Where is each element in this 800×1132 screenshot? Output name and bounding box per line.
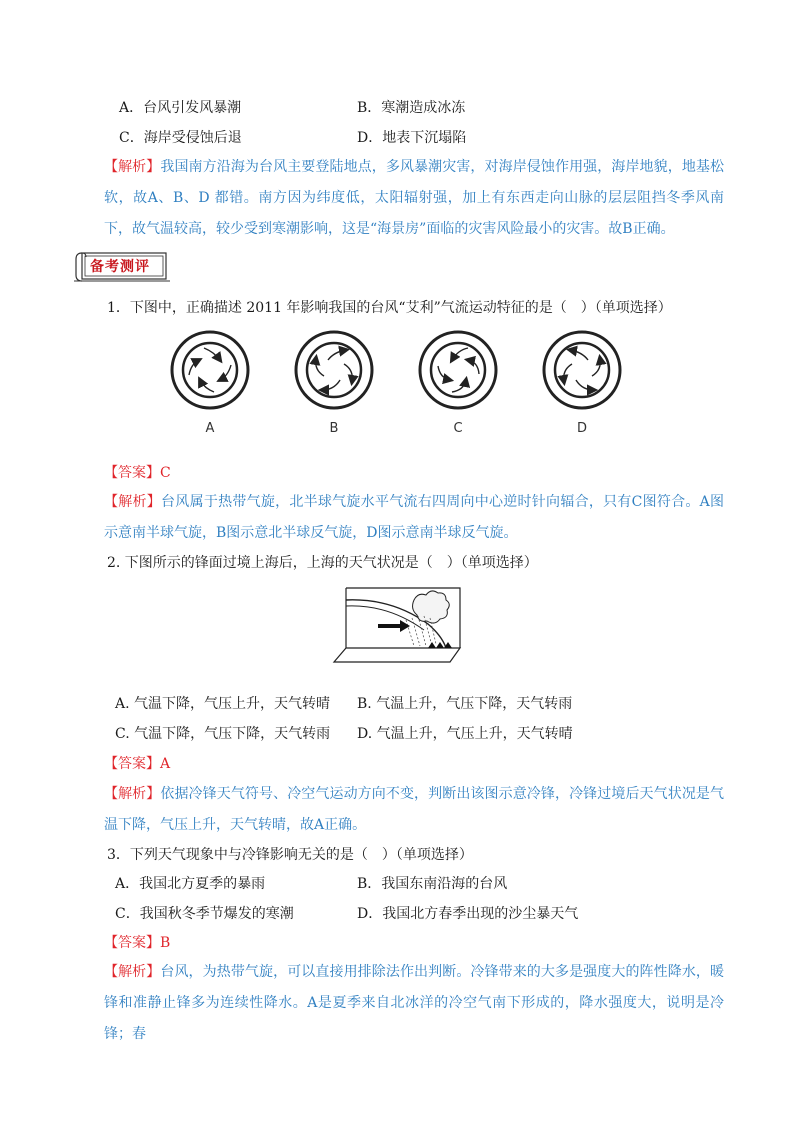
- q2-option-c: C. 气温下降，气压下降，天气转雨: [115, 726, 331, 742]
- analysis-tag: 【解析】: [104, 964, 161, 980]
- q2-question: 2. 下图所示的锋面过境上海后，上海的天气状况是（ ）（单项选择）: [107, 555, 538, 571]
- q0-option-d: D．地表下沉塌陷: [357, 130, 467, 146]
- section-badge-label: 备考测评: [90, 259, 150, 275]
- cyclone-diagram-d: [544, 332, 620, 408]
- q2-option-d: D. 气温上升，气压上升，天气转晴: [357, 726, 573, 742]
- q3-analysis: [104, 957, 724, 1050]
- q1-analysis: [104, 487, 724, 549]
- analysis-text: 依据冷锋天气符号、冷空气运动方向不变，判断出该图示意冷锋，冷锋过境后天气状况是气温下降，气压上升，天气转晴，故A正确。: [104, 786, 725, 833]
- cyclone-diagram-a: [172, 332, 248, 408]
- q0-option-a: A．台风引发风暴潮: [119, 100, 242, 116]
- q2-answer: [104, 754, 170, 774]
- q3-question: 3．下列天气现象中与冷锋影响无关的是（ ）（单项选择）: [107, 847, 473, 863]
- figure-label-a: A: [205, 421, 215, 436]
- q1-question: 1．下图中，正确描述 2011 年影响我国的台风“艾利”气流运动特征的是（ ）（单项选择）: [107, 300, 672, 316]
- q1-cyclone-figure: [168, 328, 638, 440]
- q0-analysis: [104, 152, 724, 245]
- answer-tag: 【答案】: [104, 935, 160, 951]
- answer-value: C: [160, 465, 171, 481]
- figure-label-c: C: [453, 421, 463, 436]
- cyclone-diagram-b: [296, 332, 372, 408]
- q2-option-a: A. 气温下降，气压上升，天气转晴: [115, 696, 331, 712]
- answer-value: B: [160, 935, 171, 951]
- q2-analysis: [104, 779, 724, 841]
- answer-value: A: [160, 756, 171, 772]
- q2-option-b: B. 气温上升，气压下降，天气转雨: [357, 696, 573, 712]
- figure-label-d: D: [576, 421, 588, 436]
- q1-answer: [104, 463, 171, 483]
- analysis-text: 台风属于热带气旋，北半球气旋水平气流右四周向中心逆时针向辐合，只有C图符合。A图示意南半球气旋，B图示意北半球反气旋，D图示意南半球反气旋。: [104, 494, 724, 541]
- section-badge: [74, 249, 170, 283]
- q3-option-d: D．我国北方春季出现的沙尘暴天气: [357, 906, 579, 922]
- q3-answer: [104, 933, 170, 953]
- analysis-tag: 【解析】: [104, 786, 161, 802]
- figure-label-b: B: [329, 421, 339, 436]
- answer-tag: 【答案】: [104, 465, 160, 481]
- analysis-text: 我国南方沿海为台风主要登陆地点，多风暴潮灾害，对海岸侵蚀作用强，海岸地貌，地基松软，故A、B、D 都错。南方因为纬度低，太阳辐射强，加上有东西走向山脉的层层阻挡冬季风南下，故气温较高，较少受到寒潮影响，这是“海景房”面临的灾害风险最小的灾害。故B正确。: [104, 159, 725, 237]
- q3-option-a: A．我国北方夏季的暴雨: [115, 876, 266, 892]
- q3-option-b: B．我国东南沿海的台风: [357, 876, 508, 892]
- q0-option-b: B．寒潮造成冰冻: [357, 100, 466, 116]
- answer-tag: 【答案】: [104, 756, 160, 772]
- q0-option-c: C．海岸受侵蚀后退: [119, 130, 242, 146]
- q2-cold-front-figure: [332, 584, 468, 666]
- q3-option-c: C．我国秋冬季节爆发的寒潮: [115, 906, 294, 922]
- analysis-tag: 【解析】: [104, 494, 162, 510]
- analysis-tag: 【解析】: [104, 159, 161, 175]
- cyclone-diagram-c: [420, 332, 496, 408]
- analysis-text: 台风，为热带气旋，可以直接用排除法作出判断。冷锋带来的大多是强度大的阵性降水，暖锋和准静止锋多为连续性降水。A是夏季来自北冰洋的冷空气南下形成的，降水强度大，说明是冷锋；春: [104, 964, 725, 1042]
